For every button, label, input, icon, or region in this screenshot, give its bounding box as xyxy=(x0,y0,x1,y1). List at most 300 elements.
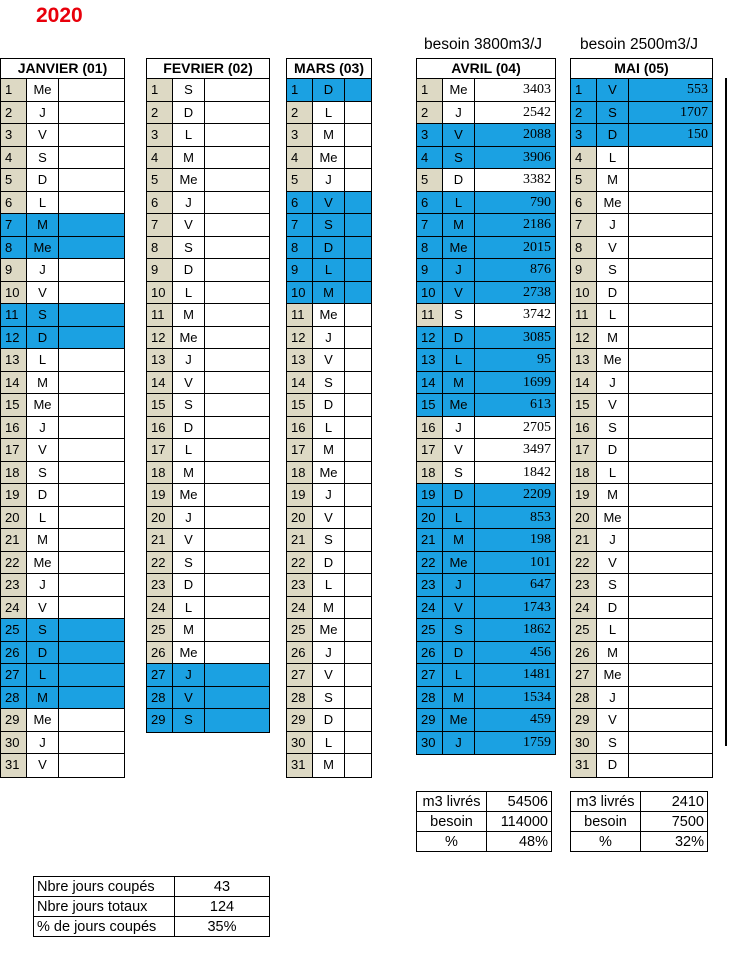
weekday: J xyxy=(313,484,345,506)
day-number: 2 xyxy=(147,102,173,124)
day-value xyxy=(345,259,371,281)
weekday: V xyxy=(597,709,629,731)
day-number: 3 xyxy=(417,124,443,146)
day-number: 11 xyxy=(571,304,597,326)
weekday: M xyxy=(597,327,629,349)
weekday: Me xyxy=(443,709,475,731)
weekday: S xyxy=(173,709,205,732)
day-row xyxy=(1,394,124,417)
day-number: 21 xyxy=(571,529,597,551)
weekday: V xyxy=(27,597,59,619)
day-row xyxy=(147,372,269,395)
day-number: 29 xyxy=(571,709,597,731)
weekday: Me xyxy=(313,619,345,641)
year-title: 2020 xyxy=(36,4,83,27)
day-row xyxy=(1,484,124,507)
day-row xyxy=(417,192,555,215)
weekday: L xyxy=(173,124,205,146)
day-value: 456 xyxy=(530,644,551,660)
day-number: 23 xyxy=(1,574,27,596)
weekday: Me xyxy=(173,484,205,506)
summary-value: 54506 xyxy=(487,792,552,812)
day-row xyxy=(147,574,269,597)
day-number: 7 xyxy=(147,214,173,236)
day-number: 9 xyxy=(1,259,27,281)
weekday: V xyxy=(27,439,59,461)
day-value: 1842 xyxy=(523,464,551,480)
day-value xyxy=(629,304,712,326)
day-number: 26 xyxy=(417,642,443,664)
weekday: M xyxy=(443,687,475,709)
day-value xyxy=(59,597,124,619)
day-row xyxy=(571,754,712,777)
day-number: 20 xyxy=(147,507,173,529)
day-number: 16 xyxy=(571,417,597,439)
day-value: 1707 xyxy=(680,104,708,120)
day-number: 9 xyxy=(147,259,173,281)
day-number: 11 xyxy=(1,304,27,326)
day-number: 8 xyxy=(571,237,597,259)
day-value xyxy=(629,687,712,709)
day-number: 22 xyxy=(147,552,173,574)
weekday: S xyxy=(313,214,345,236)
weekday: Me xyxy=(597,192,629,214)
weekday: Me xyxy=(173,642,205,664)
day-number: 29 xyxy=(417,709,443,731)
weekday: M xyxy=(313,439,345,461)
day-number: 27 xyxy=(1,664,27,686)
day-row xyxy=(417,214,555,237)
day-row xyxy=(287,439,371,462)
weekday: J xyxy=(597,372,629,394)
weekday: L xyxy=(27,664,59,686)
day-value xyxy=(205,664,269,686)
day-number: 15 xyxy=(571,394,597,416)
day-number: 4 xyxy=(1,147,27,169)
day-row xyxy=(147,552,269,575)
day-row xyxy=(287,642,371,665)
day-row xyxy=(147,664,269,687)
weekday: Me xyxy=(27,394,59,416)
day-value xyxy=(629,327,712,349)
day-row xyxy=(147,79,269,102)
weekday: Me xyxy=(313,304,345,326)
day-value: 876 xyxy=(530,262,551,277)
day-row xyxy=(147,259,269,282)
weekday: Me xyxy=(27,79,59,101)
day-number: 12 xyxy=(1,327,27,349)
day-row xyxy=(417,597,555,620)
day-value xyxy=(629,147,712,169)
summary-value: 32% xyxy=(641,832,708,852)
day-value xyxy=(59,484,124,506)
weekday: J xyxy=(443,732,475,755)
day-number: 28 xyxy=(571,687,597,709)
day-row xyxy=(1,732,124,755)
day-value xyxy=(59,507,124,529)
weekday: J xyxy=(27,732,59,754)
day-row xyxy=(571,507,712,530)
weekday: S xyxy=(443,304,475,326)
day-number: 24 xyxy=(147,597,173,619)
day-row xyxy=(287,372,371,395)
day-value xyxy=(59,192,124,214)
day-row xyxy=(417,372,555,395)
day-row xyxy=(287,732,371,755)
day-number: 2 xyxy=(571,102,597,124)
besoin-label-avril: besoin 3800m3/J xyxy=(424,36,543,53)
day-number: 20 xyxy=(571,507,597,529)
weekday: S xyxy=(597,417,629,439)
day-row xyxy=(571,304,712,327)
day-row xyxy=(1,214,124,237)
day-number: 21 xyxy=(417,529,443,551)
day-value xyxy=(345,147,371,169)
day-value: 613 xyxy=(530,397,551,412)
day-number: 4 xyxy=(571,147,597,169)
day-row xyxy=(287,709,371,732)
day-value xyxy=(629,439,712,461)
weekday: S xyxy=(597,259,629,281)
weekday: D xyxy=(313,79,345,101)
day-value: 1862 xyxy=(523,622,551,637)
day-value xyxy=(629,214,712,236)
summary-row-besoin xyxy=(571,812,708,832)
weekday: D xyxy=(173,259,205,281)
stats-row xyxy=(34,897,270,917)
day-value xyxy=(205,484,269,506)
month-column xyxy=(146,58,270,733)
stats-value: 43 xyxy=(175,877,270,897)
day-value xyxy=(205,439,269,461)
day-number: 15 xyxy=(287,394,313,416)
day-value xyxy=(59,102,124,124)
day-number: 10 xyxy=(571,282,597,304)
day-row xyxy=(417,417,555,440)
day-value xyxy=(205,327,269,349)
day-value xyxy=(345,619,371,641)
weekday: D xyxy=(27,642,59,664)
day-number: 13 xyxy=(1,349,27,371)
summary-label: besoin xyxy=(571,812,641,832)
day-number: 24 xyxy=(1,597,27,619)
day-number: 22 xyxy=(1,552,27,574)
day-number: 2 xyxy=(1,102,27,124)
weekday: L xyxy=(313,259,345,281)
day-value xyxy=(59,574,124,596)
day-number: 20 xyxy=(287,507,313,529)
day-row xyxy=(147,507,269,530)
day-value: 2705 xyxy=(523,419,551,435)
day-value: 95 xyxy=(537,352,551,367)
day-value xyxy=(205,79,269,101)
summary-label: besoin xyxy=(417,812,487,832)
weekday: L xyxy=(597,304,629,326)
weekday: L xyxy=(27,192,59,214)
day-number: 8 xyxy=(1,237,27,259)
day-value xyxy=(59,709,124,731)
summary-avril xyxy=(416,791,552,852)
day-row xyxy=(571,439,712,462)
day-row xyxy=(147,687,269,710)
weekday: M xyxy=(27,372,59,394)
day-value xyxy=(205,147,269,169)
day-number: 18 xyxy=(287,462,313,484)
day-row xyxy=(1,507,124,530)
weekday: L xyxy=(313,574,345,596)
weekday: M xyxy=(27,687,59,709)
day-row xyxy=(147,529,269,552)
stats-label: Nbre jours coupés xyxy=(34,877,175,897)
weekday: M xyxy=(597,169,629,191)
day-value xyxy=(205,574,269,596)
summary-row-pct xyxy=(417,832,552,852)
day-row xyxy=(417,664,555,687)
weekday: M xyxy=(313,754,345,777)
weekday: L xyxy=(597,462,629,484)
stats-value: 124 xyxy=(175,897,270,917)
day-number: 7 xyxy=(571,214,597,236)
day-number: 3 xyxy=(571,124,597,146)
day-value xyxy=(205,552,269,574)
day-number: 31 xyxy=(287,754,313,777)
day-value xyxy=(345,732,371,754)
day-value xyxy=(59,642,124,664)
weekday: M xyxy=(27,529,59,551)
day-value xyxy=(205,417,269,439)
day-number: 21 xyxy=(147,529,173,551)
day-row xyxy=(147,304,269,327)
day-number: 27 xyxy=(417,664,443,686)
weekday: Me xyxy=(597,664,629,686)
day-value xyxy=(205,102,269,124)
day-row xyxy=(1,664,124,687)
day-number: 31 xyxy=(571,754,597,777)
weekday: J xyxy=(443,574,475,596)
summary-row-besoin xyxy=(417,812,552,832)
day-number: 30 xyxy=(571,732,597,754)
day-number: 19 xyxy=(417,484,443,506)
weekday: D xyxy=(597,124,629,146)
day-value xyxy=(345,484,371,506)
day-value: 1699 xyxy=(523,374,551,390)
day-number: 22 xyxy=(287,552,313,574)
day-value: 647 xyxy=(530,577,551,592)
weekday: M xyxy=(313,282,345,304)
day-value xyxy=(629,552,712,574)
day-row xyxy=(417,237,555,260)
day-value xyxy=(345,102,371,124)
day-row xyxy=(1,552,124,575)
day-value xyxy=(629,394,712,416)
day-number: 16 xyxy=(1,417,27,439)
day-value xyxy=(205,304,269,326)
weekday: S xyxy=(173,394,205,416)
day-value xyxy=(205,642,269,664)
day-number: 24 xyxy=(417,597,443,619)
day-number: 26 xyxy=(571,642,597,664)
summary-label: m3 livrés xyxy=(417,792,487,812)
day-number: 26 xyxy=(147,642,173,664)
day-number: 25 xyxy=(571,619,597,641)
day-value xyxy=(59,732,124,754)
weekday: J xyxy=(597,687,629,709)
day-value: 553 xyxy=(687,82,708,97)
month-header: MAI (05) xyxy=(571,59,712,79)
day-row xyxy=(417,327,555,350)
day-value xyxy=(345,304,371,326)
month-column xyxy=(570,58,713,778)
day-value xyxy=(345,709,371,731)
day-value xyxy=(205,282,269,304)
day-number: 14 xyxy=(287,372,313,394)
day-number: 14 xyxy=(1,372,27,394)
day-row xyxy=(1,237,124,260)
day-value: 2542 xyxy=(523,104,551,120)
summary-value: 114000 xyxy=(487,812,552,832)
weekday: V xyxy=(597,79,629,101)
day-value xyxy=(59,552,124,574)
day-row xyxy=(571,462,712,485)
day-number: 12 xyxy=(417,327,443,349)
day-value xyxy=(59,214,124,236)
day-row xyxy=(287,687,371,710)
day-row xyxy=(417,529,555,552)
day-number: 6 xyxy=(571,192,597,214)
day-number: 12 xyxy=(147,327,173,349)
day-row xyxy=(1,192,124,215)
day-number: 10 xyxy=(417,282,443,304)
day-row xyxy=(287,597,371,620)
day-row xyxy=(287,304,371,327)
day-row xyxy=(417,394,555,417)
weekday: M xyxy=(313,124,345,146)
day-value xyxy=(345,192,371,214)
day-value xyxy=(629,664,712,686)
day-value xyxy=(205,597,269,619)
stats-row xyxy=(34,917,270,937)
day-value xyxy=(59,259,124,281)
weekday: Me xyxy=(27,709,59,731)
weekday: S xyxy=(27,462,59,484)
day-value xyxy=(205,507,269,529)
weekday: M xyxy=(27,214,59,236)
summary-label: % xyxy=(571,832,641,852)
day-value: 1534 xyxy=(523,689,551,705)
weekday: D xyxy=(27,327,59,349)
weekday: J xyxy=(27,417,59,439)
day-number: 15 xyxy=(147,394,173,416)
day-row xyxy=(287,552,371,575)
day-number: 15 xyxy=(417,394,443,416)
day-value: 1743 xyxy=(523,599,551,615)
day-row xyxy=(1,462,124,485)
weekday: V xyxy=(597,552,629,574)
day-row xyxy=(147,417,269,440)
day-number: 27 xyxy=(147,664,173,686)
weekday: D xyxy=(313,237,345,259)
day-row xyxy=(417,552,555,575)
weekday: M xyxy=(443,529,475,551)
day-row xyxy=(1,282,124,305)
day-row xyxy=(571,529,712,552)
day-row xyxy=(571,732,712,755)
day-row xyxy=(1,259,124,282)
weekday: D xyxy=(443,642,475,664)
day-number: 5 xyxy=(417,169,443,191)
day-value xyxy=(205,349,269,371)
weekday: S xyxy=(27,304,59,326)
day-row xyxy=(287,507,371,530)
day-row xyxy=(287,349,371,372)
day-number: 15 xyxy=(1,394,27,416)
day-value xyxy=(59,327,124,349)
month-header: JANVIER (01) xyxy=(1,59,124,79)
summary-label: % xyxy=(417,832,487,852)
day-row xyxy=(571,259,712,282)
day-number: 2 xyxy=(417,102,443,124)
day-number: 25 xyxy=(287,619,313,641)
day-row xyxy=(1,304,124,327)
day-number: 13 xyxy=(147,349,173,371)
day-value xyxy=(629,574,712,596)
day-number: 25 xyxy=(147,619,173,641)
weekday: V xyxy=(313,349,345,371)
weekday: J xyxy=(597,214,629,236)
weekday: D xyxy=(597,282,629,304)
day-number: 24 xyxy=(571,597,597,619)
day-value: 3906 xyxy=(523,149,551,165)
weekday: S xyxy=(443,462,475,484)
weekday: Me xyxy=(443,394,475,416)
day-row xyxy=(571,642,712,665)
day-number: 27 xyxy=(287,664,313,686)
besoin-label-mai: besoin 2500m3/J xyxy=(580,36,699,53)
day-number: 14 xyxy=(147,372,173,394)
weekday: M xyxy=(597,642,629,664)
day-row xyxy=(147,237,269,260)
weekday: M xyxy=(443,214,475,236)
day-number: 16 xyxy=(287,417,313,439)
day-row xyxy=(287,282,371,305)
day-number: 21 xyxy=(1,529,27,551)
day-value xyxy=(59,169,124,191)
day-row xyxy=(417,619,555,642)
weekday: L xyxy=(443,192,475,214)
day-value xyxy=(629,417,712,439)
day-number: 19 xyxy=(1,484,27,506)
day-row xyxy=(571,102,712,125)
day-number: 4 xyxy=(147,147,173,169)
day-value xyxy=(629,259,712,281)
day-row xyxy=(147,102,269,125)
day-number: 24 xyxy=(287,597,313,619)
day-number: 13 xyxy=(287,349,313,371)
month-column xyxy=(416,58,556,755)
day-value: 3382 xyxy=(523,172,551,187)
day-row xyxy=(1,102,124,125)
day-row xyxy=(571,709,712,732)
summary-value: 48% xyxy=(487,832,552,852)
weekday: D xyxy=(313,709,345,731)
day-row xyxy=(417,169,555,192)
summary-row-livres xyxy=(571,792,708,812)
weekday: D xyxy=(443,327,475,349)
day-row xyxy=(417,574,555,597)
weekday: J xyxy=(27,102,59,124)
day-number: 31 xyxy=(1,754,27,777)
day-number: 23 xyxy=(417,574,443,596)
